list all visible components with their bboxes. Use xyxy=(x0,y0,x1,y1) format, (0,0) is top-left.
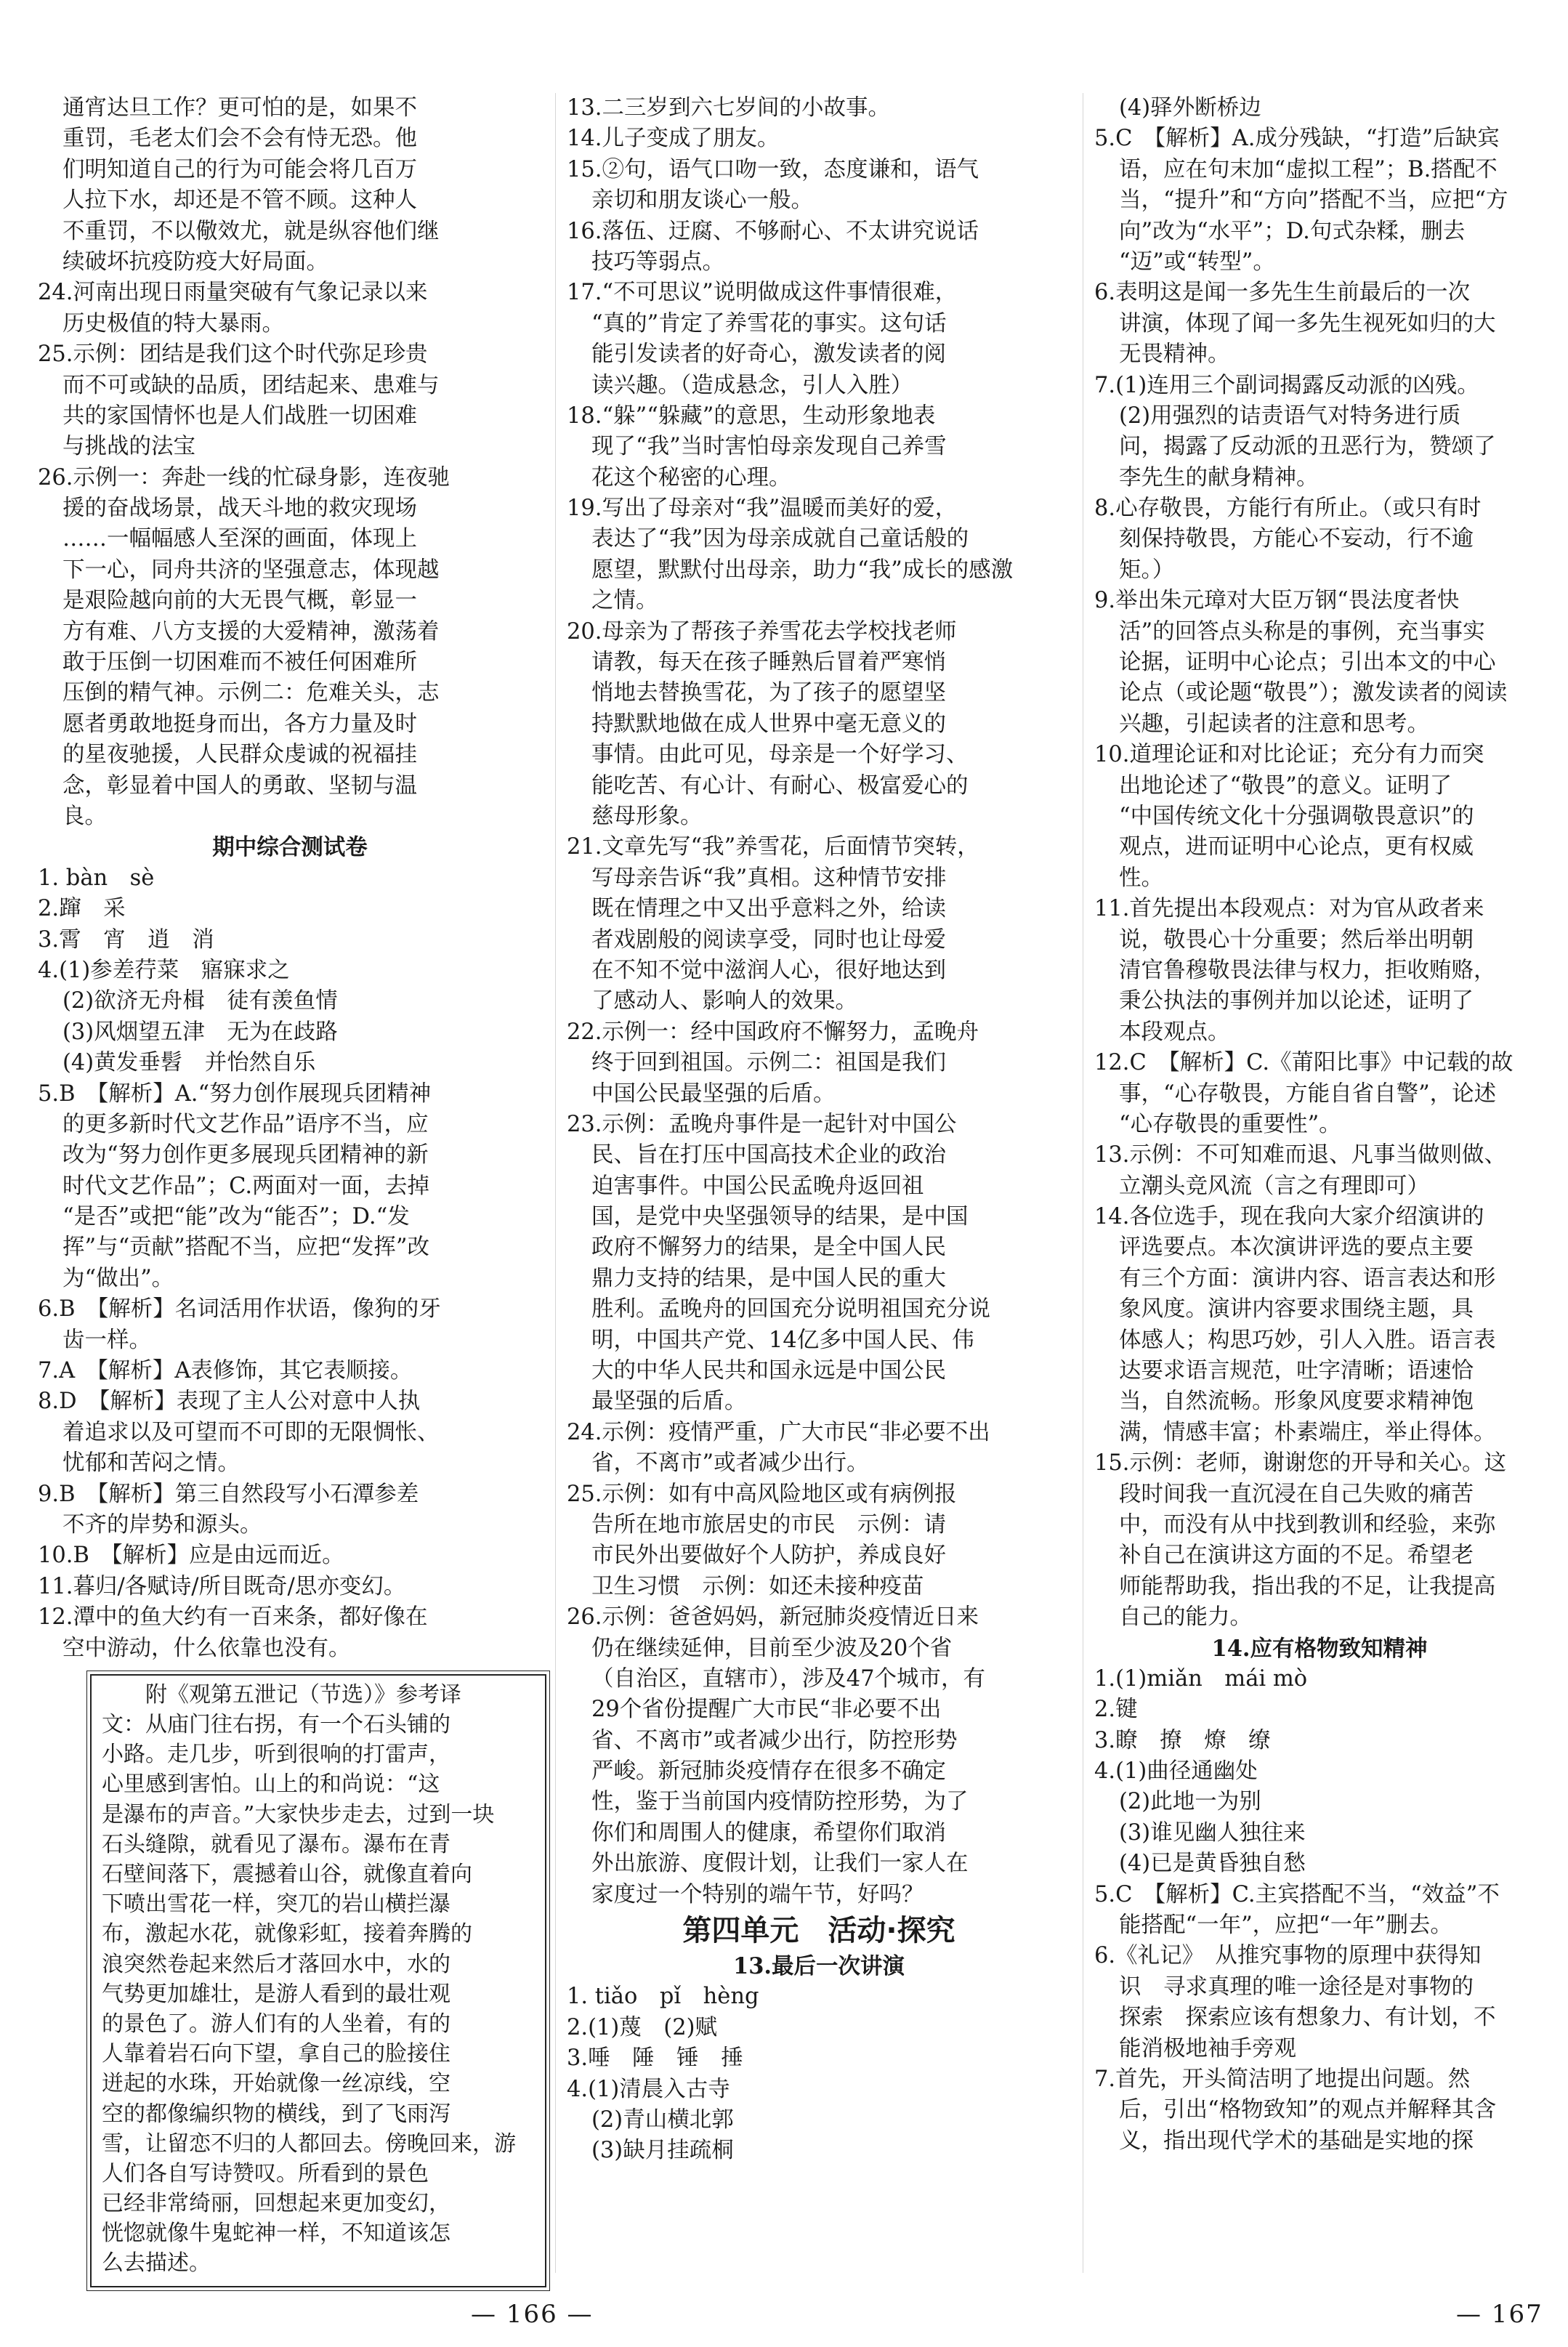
col3a-line: 体感人；构思巧妙，引人入胜。语言表 xyxy=(1119,1327,1496,1353)
box-line: 气势更加雄壮，是游人看到的最壮观 xyxy=(102,1981,450,2007)
col2a-line: 悄地去替换雪花，为了孩子的愿望坚 xyxy=(591,680,946,706)
col1-line: 4.(1)参差荇菜 寤寐求之 xyxy=(38,957,290,983)
col3a-line: 秉公执法的事例并加以论述，证明了 xyxy=(1119,988,1474,1014)
lesson-14-title: 14.应有格物致知精神 xyxy=(1211,1635,1428,1662)
col3a-line: 9.举出朱元璋对大臣万钢“畏法度者快 xyxy=(1094,588,1460,614)
col2a-line: 18.“躲”“躲藏”的意思，生动形象地表 xyxy=(567,403,936,429)
col1-line: ……一幅幅感人至深的画面，体现上 xyxy=(62,526,417,552)
col3b-line: 3.瞭 撩 燎 缭 xyxy=(1094,1727,1271,1753)
col2a-line: （自治区，直辖市），涉及47个城市，有 xyxy=(591,1665,986,1692)
col1-line: 不齐的岸势和源头。 xyxy=(62,1511,262,1538)
col1-line: 7.A 【解析】A表修饰，其它表顺接。 xyxy=(38,1358,413,1384)
col2a-line: 大的中华人民共和国永远是中国公民 xyxy=(591,1358,946,1384)
col1-line: “是否”或把“能”改为“能否”；D.“发 xyxy=(62,1204,410,1230)
col2a-line: 省，不离市”或者减少出行。 xyxy=(591,1450,869,1477)
col2a-line: 表达了“我”因为母亲成就自己童话般的 xyxy=(591,526,969,552)
col2a-line: 15.②句，语气口吻一致，态度谦和，语气 xyxy=(567,156,979,182)
col2a-line: 终于回到祖国。示例二：祖国是我们 xyxy=(591,1050,946,1076)
box-line: 文：从庙门往右拐，有一个石头铺的 xyxy=(102,1712,450,1738)
box-line: 么去描述。 xyxy=(102,2250,211,2277)
col2a-line: “真的”肯定了养雪花的事实。这句话 xyxy=(591,310,947,336)
col2a-line: 性，鉴于当前国内疫情防控形势，为了 xyxy=(591,1789,969,1815)
col3a-line: 中，而没有从中找到教训和经验，来弥 xyxy=(1119,1511,1496,1538)
col3a-line: 13.示例：不可知难而退、凡事当做则做、 xyxy=(1094,1142,1507,1168)
col3a-line: 师能帮助我，指出我的不足，让我提高 xyxy=(1119,1573,1496,1599)
col3b-line: 7.首先，开头简洁明了地提出问题。然 xyxy=(1094,2067,1471,2092)
col3a-line: 李先生的献身精神。 xyxy=(1119,464,1319,490)
col3a-line: 补自己在演讲这方面的不足。希望老 xyxy=(1119,1543,1474,1569)
col3a-line: 讲演，体现了闻一多先生视死如归的大 xyxy=(1119,310,1496,336)
col2a-line: 既在情理之中又出乎意料之外，给读 xyxy=(591,896,946,922)
col2a-line: 慈母形象。 xyxy=(591,803,703,829)
col1-line: 26.示例一：奔赴一线的忙碌身影，连夜驰 xyxy=(38,464,450,490)
col1-line: 改为“努力创作更多展现兵团精神的新 xyxy=(62,1142,429,1168)
col1-line: 下一心，同舟共济的坚强意志，体现越 xyxy=(62,557,440,583)
column-left xyxy=(38,93,542,2287)
col1-line: 敢于压倒一切困难而不被任何困难所 xyxy=(62,650,417,676)
col2a-line: 在不知不觉中滋润人心，很好地达到 xyxy=(591,957,946,983)
col2a-line: 持默默地做在成人世界中毫无意义的 xyxy=(591,711,946,737)
box-line: 附《观第五泄记（节选）》参考译 xyxy=(102,1681,461,1708)
col1-line: 重罚，毛老太们会不会有恃无恐。他 xyxy=(62,126,417,152)
col1-line: 5.B 【解析】A.“努力创作展现兵团精神 xyxy=(38,1080,432,1107)
box-line: 恍惚就像牛鬼蛇神一样，不知道该怎 xyxy=(102,2221,450,2247)
col3a-line: 说，敬畏心十分重要；然后举出明朝 xyxy=(1119,926,1474,953)
column-middle-answers xyxy=(567,93,1071,1910)
col1-line: 11.暮归/各赋诗/所目既奇/思亦变幻。 xyxy=(38,1573,406,1599)
col1-line: 与挑战的法宝 xyxy=(62,434,195,460)
col3b-line: (2)此地一为别 xyxy=(1119,1789,1261,1815)
col2a-line: 花这个秘密的心理。 xyxy=(591,464,791,490)
col2a-line: 17.“不可思议”说明做成这件事情很难， xyxy=(567,280,958,306)
col1-line: 时代文艺作品”；C.两面对一面，去掉 xyxy=(62,1173,430,1199)
col2a-line: 20.母亲为了帮孩子养雪花去学校找老师 xyxy=(567,618,957,645)
col3a-line: 论据，证明中心论点；引出本文的中心 xyxy=(1119,650,1496,676)
col1-line: 良。 xyxy=(62,803,107,829)
box-line: 布，激起水花，就像彩虹，接着奔腾的 xyxy=(102,1921,472,1947)
col1-line: 是艰险越向前的大无畏气概，彰显一 xyxy=(62,588,417,614)
col3a-line: (2)用强烈的诘责语气对特务进行质 xyxy=(1119,403,1461,429)
col3a-line: 刻保持敬畏，方能心不妄动，行不逾 xyxy=(1119,526,1474,552)
column-right xyxy=(1094,93,1545,2157)
col3b-line: 4.(1)曲径通幽处 xyxy=(1094,1758,1258,1785)
col2a-line: 省、不离市”或者减少出行，防控形势 xyxy=(591,1727,958,1753)
col2a-line: 16.落伍、迂腐、不够耐心、不太讲究说话 xyxy=(567,218,979,244)
col2a-line: 你们和周围人的健康，希望你们取消 xyxy=(591,1819,946,1846)
col1-line: 2.蹿 采 xyxy=(38,896,126,922)
col2a-line: 政府不懈努力的结果，是全中国人民 xyxy=(591,1235,946,1261)
col3a-line: 事，“心存敬畏，方能自省自警”，论述 xyxy=(1119,1080,1497,1107)
page-number-right: — 167 xyxy=(1456,2300,1543,2329)
col1-line: (3)风烟望五津 无为在歧路 xyxy=(62,1019,338,1045)
col1-line: 为“做出”。 xyxy=(62,1265,174,1291)
col3a-line: 问，揭露了反动派的丑恶行为，赞颂了 xyxy=(1119,434,1496,460)
col3b-line: 能搭配“一年”，应把“一年”删去。 xyxy=(1119,1912,1452,1939)
col2a-line: 最坚强的后盾。 xyxy=(591,1389,747,1415)
col2a-line: 25.示例：如有中高风险地区或有病例报 xyxy=(567,1481,957,1507)
col1-line: 续破坏抗疫防疫大好局面。 xyxy=(62,249,328,275)
col3a-line: 当，自然流畅。形象风度要求精神饱 xyxy=(1119,1389,1474,1415)
col3a-line: “迈”或“转型”。 xyxy=(1119,249,1275,275)
lesson-13-title: 13.最后一次讲演 xyxy=(732,1953,905,1980)
col3b-line: 后，引出“格物致知”的观点并解释其含 xyxy=(1119,2097,1497,2123)
col2b-line: 1. tiǎo pǐ hèng xyxy=(567,1984,759,2010)
col3b-line: (3)谁见幽人独往来 xyxy=(1119,1819,1306,1846)
col2a-line: 明，中国共产党、14亿多中国人民、伟 xyxy=(591,1327,974,1353)
col3a-line: 7.(1)连用三个副词揭露反动派的凶残。 xyxy=(1094,372,1479,398)
col3a-line: 活”的回答点头称是的事例，充当事实 xyxy=(1119,618,1485,645)
col3a-line: 语，应在句末加“虚拟工程”；B.搭配不 xyxy=(1119,156,1498,182)
col1-line: 不重罚，不以儆效尤，就是纵容他们继 xyxy=(62,218,440,244)
col3a-line: 观点，进而证明中心论点，更有权威 xyxy=(1119,834,1474,860)
col1-line: 们明知道自己的行为可能会将几百万 xyxy=(62,156,417,182)
col2a-line: 请教，每天在孩子睡熟后冒着严寒悄 xyxy=(591,650,946,676)
col2a-line: 写母亲告诉“我”真相。这种情节安排 xyxy=(591,865,947,891)
col1-line: 而不可或缺的品质，团结起来、患难与 xyxy=(62,372,440,398)
col2a-line: 26.示例：爸爸妈妈，新冠肺炎疫情近日来 xyxy=(567,1604,979,1631)
col3b-line: (4)已是黄昏独自愁 xyxy=(1119,1851,1306,1877)
col3a-line: 12.C 【解析】C.《莆阳比事》中记载的故 xyxy=(1094,1050,1514,1076)
col1-line: 挥”与“贡献”搭配不当，应把“发挥”改 xyxy=(62,1235,429,1261)
box-line: 浪突然卷起来然后才落回水中，水的 xyxy=(102,1951,450,1977)
col2a-line: 29个省份提醒广大市民“非必要不出 xyxy=(591,1697,942,1723)
col3b-line: 识 寻求真理的唯一途径是对事物的 xyxy=(1119,1974,1474,2000)
col1-line: 12.潭中的鱼大约有一百来条，都好像在 xyxy=(38,1604,428,1631)
page-number-left: — 166 — xyxy=(471,2300,594,2329)
col1-line: 通宵达旦工作？更可怕的是，如果不 xyxy=(62,95,417,121)
col1-line: 期中综合测试卷 xyxy=(212,834,368,861)
col3a-line: 5.C 【解析】A.成分残缺，“打造”后缺宾 xyxy=(1094,126,1500,152)
col1-line: 24.河南出现日雨量突破有气象记录以来 xyxy=(38,280,428,306)
col1-line: 齿一样。 xyxy=(62,1327,151,1353)
col1-line: 1. bàn sè xyxy=(38,865,155,891)
unit-title: 第四单元 活动·探究 xyxy=(682,1914,955,1948)
col2a-line: 家度过一个特别的端午节，好吗？ xyxy=(591,1881,924,1907)
col2a-line: 鼎力支持的结果，是中国人民的重大 xyxy=(591,1265,946,1291)
col1-line: (4)黄发垂髫 并怡然自乐 xyxy=(62,1050,316,1076)
box-line: 迸起的水珠，开始就像一丝凉线，空 xyxy=(102,2071,450,2097)
col3a-line: (4)驿外断桥边 xyxy=(1119,95,1261,121)
col2a-line: 21.文章先写“我”养雪花，后面情节突转， xyxy=(567,834,979,860)
col1-line: 的星夜驰援，人民群众虔诚的祝福挂 xyxy=(62,742,417,768)
col3a-line: 11.首先提出本段观点：对为官从政者来 xyxy=(1094,896,1484,922)
col3a-line: 性。 xyxy=(1119,865,1163,891)
box-line: 石壁间落下，震撼着山谷，就像直着向 xyxy=(102,1862,472,1888)
col2a-line: 能引发读者的好奇心，激发读者的阅 xyxy=(591,342,946,368)
box-line: 已经非常绮丽，回想起来更加变幻， xyxy=(102,2191,450,2217)
col3a-line: 本段观点。 xyxy=(1119,1019,1230,1045)
column-divider-left xyxy=(555,93,556,2273)
col3a-line: 自己的能力。 xyxy=(1119,1604,1252,1631)
box-line: 石头缝隙，就看见了瀑布。瀑布在青 xyxy=(102,1831,450,1857)
col3a-line: 6.表明这是闻一多先生生前最后的一次 xyxy=(1094,280,1471,306)
col3a-line: 论点（或论题“敬畏”）；激发读者的阅读 xyxy=(1119,680,1508,706)
col3a-line: 有三个方面：演讲内容、语言表达和形 xyxy=(1119,1265,1496,1291)
col2a-line: 外出旅游、度假计划，让我们一家人在 xyxy=(591,1851,969,1877)
col3a-line: 14.各位选手，现在我向大家介绍演讲的 xyxy=(1094,1204,1484,1230)
col2a-line: 了感动人、影响人的效果。 xyxy=(591,988,857,1014)
col1-line: 压倒的精气神。示例二：危难关头，志 xyxy=(62,680,440,706)
col1-line: 空中游动，什么依靠也没有。 xyxy=(62,1635,351,1661)
col2a-line: 愿望，默默付出母亲，助力“我”成长的感激 xyxy=(591,557,1014,583)
col2a-line: 卫生习惯 示例：如还未接种疫苗 xyxy=(591,1573,924,1599)
box-line: 下喷出雪花一样，突兀的岩山横拦瀑 xyxy=(102,1891,450,1918)
col1-line: 援的奋战场景，战天斗地的救灾现场 xyxy=(62,496,417,522)
col1-line: 历史极值的特大暴雨。 xyxy=(62,310,284,336)
col3a-line: “心存敬畏的重要性”。 xyxy=(1119,1111,1341,1137)
col3b-line: 2.键 xyxy=(1094,1697,1138,1723)
col2b-line: (2)青山横北郭 xyxy=(591,2107,734,2133)
col2b-line: 3.唾 陲 锤 捶 xyxy=(567,2045,743,2072)
column-left-lines xyxy=(38,93,542,1664)
col3a-line: 出地论述了“敬畏”的意义。证明了 xyxy=(1119,772,1452,799)
col3a-line: 当，“提升”和“方向”搭配不当，应把“方 xyxy=(1119,187,1508,214)
col3a-line: 象风度。演讲内容要求围绕主题，具 xyxy=(1119,1296,1474,1322)
col3a-line: 达要求语言规范，吐字清晰；语速恰 xyxy=(1119,1358,1474,1384)
col2a-line: 国，是党中央坚强领导的结果，是中国 xyxy=(591,1204,969,1230)
col3a-line: 兴趣，引起读者的注意和思考。 xyxy=(1119,711,1429,737)
col2a-line: 严峻。新冠肺炎疫情存在很多不确定 xyxy=(591,1758,946,1785)
col2a-line: 能吃苦、有心计、有耐心、极富爱心的 xyxy=(591,772,969,799)
col1-line: 的更多新时代文艺作品”语序不当，应 xyxy=(62,1111,429,1137)
col3b-line: 1.(1)miǎn mái mò xyxy=(1094,1665,1308,1692)
col1-line: 念，彰显着中国人的勇敢、坚韧与温 xyxy=(62,772,417,799)
col2a-line: 市民外出要做好个人防护，养成良好 xyxy=(591,1543,946,1569)
col1-line: 人拉下水，却还是不管不顾。这种人 xyxy=(62,187,417,214)
col1-line: 8.D 【解析】表现了主人公对意中人执 xyxy=(38,1389,421,1415)
box-line: 人靠着岩石向下望，拿自己的脸接住 xyxy=(102,2041,450,2067)
col2a-line: 13.二三岁到六七岁间的小故事。 xyxy=(567,95,891,121)
col2a-line: 中国公民最坚强的后盾。 xyxy=(591,1080,836,1107)
col2a-line: 19.写出了母亲对“我”温暖而美好的爱， xyxy=(567,496,958,522)
col2a-line: 民、旨在打压中国高技术企业的政治 xyxy=(591,1142,946,1168)
translation-box-lines xyxy=(102,1680,538,2279)
col2a-line: 现了“我”当时害怕母亲发现自己养雪 xyxy=(591,434,947,460)
col2a-line: 者戏剧般的阅读享受，同时也让母爱 xyxy=(591,926,946,953)
col2a-line: 23.示例：孟晚舟事件是一起针对中国公 xyxy=(567,1111,957,1137)
col1-line: 25.示例：团结是我们这个时代弥足珍贵 xyxy=(38,342,428,368)
col1-line: 忧郁和苦闷之情。 xyxy=(62,1450,240,1477)
box-line: 的景色了。游人们有的人坐着，有的 xyxy=(102,2011,450,2037)
box-line: 小路。走几步，听到很响的打雷声， xyxy=(102,1742,450,1768)
box-line: 空的都像编织物的横线，到了飞雨泻 xyxy=(102,2101,450,2127)
col2a-line: 24.示例：疫情严重，广大市民“非必要不出 xyxy=(567,1419,990,1445)
lesson-13-answers xyxy=(567,1982,1071,2166)
box-line: 雪，让留恋不归的人都回去。傍晚回来，游 xyxy=(102,2130,516,2157)
col2a-line: 仍在继续延伸，目前至少波及20个省 xyxy=(591,1635,953,1661)
col3a-line: 15.示例：老师，谢谢您的开导和关心。这 xyxy=(1094,1450,1507,1477)
col1-line: 着追求以及可望而不可即的无限惆怅、 xyxy=(62,1419,440,1445)
col3a-line: 矩。） xyxy=(1119,557,1175,583)
col2a-line: 亲切和朋友谈心一般。 xyxy=(591,187,813,214)
col3a-line: 评选要点。本次演讲评选的要点主要 xyxy=(1119,1235,1474,1261)
col3a-line: 段时间我一直沉浸在自己失败的痛苦 xyxy=(1119,1481,1474,1507)
col2a-line: 事情。由此可见，母亲是一个好学习、 xyxy=(591,742,969,768)
col3a-line: 无畏精神。 xyxy=(1119,342,1230,368)
col2a-line: 14.儿子变成了朋友。 xyxy=(567,126,780,152)
col1-line: 方有难、八方支援的大爱精神，激荡着 xyxy=(62,618,440,645)
column-middle xyxy=(567,93,1071,2167)
col1-line: 9.B 【解析】第三自然段写小石潭参差 xyxy=(38,1481,419,1507)
col1-line: 3.霄 宵 逍 消 xyxy=(38,926,214,953)
col2a-line: 技巧等弱点。 xyxy=(591,249,724,275)
col3a-line: 立潮头竞风流（言之有理即可） xyxy=(1119,1173,1429,1199)
col1-line: 共的家国情怀也是人们战胜一切困难 xyxy=(62,403,417,429)
col2a-line: 之情。 xyxy=(591,588,658,614)
col2b-line: (3)缺月挂疏桐 xyxy=(591,2138,734,2164)
col2b-line: 2.(1)蔑 (2)赋 xyxy=(567,2014,718,2040)
col3a-line: 清官鲁穆敬畏法律与权力，拒收贿赂， xyxy=(1119,957,1496,983)
col1-line: 10.B 【解析】应是由远而近。 xyxy=(38,1543,344,1569)
col1-line: 愿者勇敢地挺身而出，各方力量及时 xyxy=(62,711,417,737)
col2a-line: 22.示例一：经中国政府不懈努力，孟晚舟 xyxy=(567,1019,979,1045)
col3a-line: “中国传统文化十分强调敬畏意识”的 xyxy=(1119,803,1474,829)
col3a-line: 向”改为“水平”；D.句式杂糅，删去 xyxy=(1119,218,1466,244)
translation-box xyxy=(90,1674,546,2287)
column-right-answers xyxy=(1094,93,1545,1633)
col3b-line: 5.C 【解析】C.主宾搭配不当，“效益”不 xyxy=(1094,1881,1500,1907)
col3a-line: 10.道理论证和对比论证；充分有力而突 xyxy=(1094,742,1484,768)
col3a-line: 满，情感丰富；朴素端庄，举止得体。 xyxy=(1119,1419,1496,1445)
box-line: 人们各自写诗赞叹。所看到的景色 xyxy=(102,2160,429,2186)
col1-line: 6.B 【解析】名词活用作状语，像狗的牙 xyxy=(38,1296,441,1322)
box-line: 心里感到害怕。山上的和尚说：“这 xyxy=(102,1772,440,1798)
col2a-line: 读兴趣。（造成悬念，引人入胜） xyxy=(591,372,913,398)
col3b-line: 义，指出现代学术的基础是实地的探 xyxy=(1119,2128,1474,2154)
col2a-line: 胜利。孟晚舟的回国充分说明祖国充分说 xyxy=(591,1296,990,1322)
col3b-line: 能消极地袖手旁观 xyxy=(1119,2035,1296,2061)
col3b-line: 6.《礼记》 从推究事物的原理中获得知 xyxy=(1094,1943,1482,1969)
col3a-line: 8.心存敬畏，方能行有所止。（或只有时 xyxy=(1094,496,1482,522)
lesson-14-answers xyxy=(1094,1664,1545,2157)
col2a-line: 告所在地市旅居史的市民 示例：请 xyxy=(591,1511,946,1538)
col2b-line: 4.(1)清晨入古寺 xyxy=(567,2076,730,2102)
col2a-line: 迫害事件。中国公民孟晚舟返回祖 xyxy=(591,1173,924,1199)
col3b-line: 探索 探索应该有想象力、有计划，不 xyxy=(1119,2005,1496,2031)
box-line: 是瀑布的声音。”大家快步走去，过到一块 xyxy=(102,1801,495,1827)
col1-line: (2)欲济无舟楫 徒有羡鱼情 xyxy=(62,988,338,1014)
